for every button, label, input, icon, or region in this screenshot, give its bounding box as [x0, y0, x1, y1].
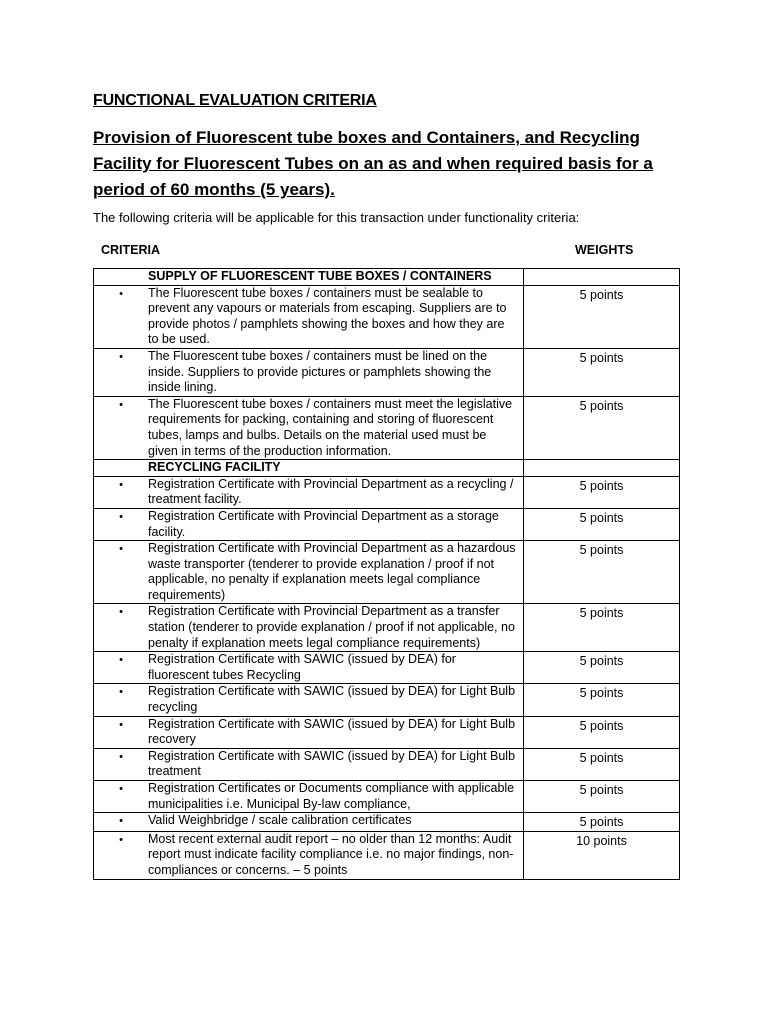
table-row	[94, 781, 680, 813]
section-title-supply: SUPPLY OF FLUORESCENT TUBE BOXES / CONTAINERS	[148, 269, 492, 283]
bullet-icon: •	[119, 398, 123, 411]
section-row-recycling	[94, 460, 680, 477]
bullet-icon: •	[119, 478, 123, 491]
criterion-text: Registration Certificates or Documents compliance with applicable municipalities i.e. Municipal By-law compliance,	[148, 781, 515, 811]
criterion-weight: 5 points	[524, 716, 680, 748]
criterion-text: Registration Certificate with Provincial Department as a hazardous waste transporter (tenderer to provide explanation / proof if not applicable, no penalty if explanation meets legal compliance requirements)	[148, 541, 516, 602]
criterion-text: The Fluorescent tube boxes / containers must be lined on the inside. Suppliers to provide pictures or pamphlets showing the inside lining.	[148, 348, 492, 395]
criteria-table	[93, 268, 680, 880]
table-row	[94, 684, 680, 716]
criteria-column-header: CRITERIA	[101, 243, 161, 257]
criterion-weight: 5 points	[524, 781, 680, 813]
bullet-icon: •	[119, 606, 123, 619]
criterion-text: Registration Certificate with SAWIC (issued by DEA) for Light Bulb recycling	[148, 684, 516, 715]
criterion-text: The Fluorescent tube boxes / containers must be sealable to prevent any vapours or materials from escaping. Suppliers are to provide photos / pamphlets showing the boxes and how they are to be used.	[148, 285, 507, 347]
table-row	[94, 285, 680, 348]
criterion-text: Registration Certificate with Provincial Department as a storage facility.	[148, 508, 499, 539]
table-row	[94, 652, 680, 684]
weights-column-header: WEIGHTS	[575, 243, 634, 257]
table-row	[94, 604, 680, 652]
table-row	[94, 813, 680, 832]
criterion-weight: 5 points	[524, 652, 680, 684]
table-row	[94, 348, 680, 396]
intro-text: The following criteria will be applicable for this transaction under functionality criteria:	[93, 210, 580, 225]
criterion-weight: 5 points	[524, 813, 680, 832]
bullet-icon: •	[119, 815, 123, 828]
table-row	[94, 748, 680, 780]
bullet-icon: •	[119, 654, 123, 667]
bullet-icon: •	[119, 783, 123, 795]
section-title-recycling: RECYCLING FACILITY	[148, 460, 281, 475]
criterion-text: Valid Weighbridge / scale calibration certificates	[148, 813, 412, 828]
bullet-icon: •	[119, 510, 123, 523]
table-row	[94, 476, 680, 508]
criterion-text: The Fluorescent tube boxes / containers must meet the legislative requirements for packing, containing and storing of fluorescent tubes, lamps and bulbs. Details on the material used must be given in terms of the production information.	[148, 396, 513, 458]
criterion-weight: 5 points	[524, 541, 680, 604]
criterion-weight: 5 points	[524, 348, 680, 396]
criterion-text: Registration Certificate with Provincial Department as a recycling / treatment facility.	[148, 476, 514, 507]
criterion-weight: 5 points	[524, 684, 680, 716]
bullet-icon: •	[119, 287, 123, 300]
criterion-text: Most recent external audit report – no older than 12 months: Audit report must indicate facility compliance i.e. no major findings, non-compliances or concerns. – 5 points	[148, 831, 514, 877]
bullet-icon: •	[119, 750, 123, 763]
section-row-supply	[94, 269, 680, 286]
page-subtitle: Provision of Fluorescent tube boxes and Containers, and Recycling Facility for Fluorescent Tubes on an as and when required basis for a period of 60 months (5 years).	[93, 128, 653, 199]
bullet-icon: •	[119, 543, 123, 556]
criterion-weight: 5 points	[524, 604, 680, 652]
bullet-icon: •	[119, 718, 123, 731]
bullet-icon: •	[119, 350, 123, 363]
criterion-text: Registration Certificate with SAWIC (issued by DEA) for Light Bulb recovery	[148, 716, 516, 747]
criterion-text: Registration Certificate with SAWIC (issued by DEA) for fluorescent tubes Recycling	[148, 652, 456, 682]
table-row	[94, 716, 680, 748]
bullet-icon: •	[119, 833, 123, 846]
table-row	[94, 508, 680, 540]
criterion-weight: 5 points	[524, 476, 680, 508]
criterion-weight: 5 points	[524, 285, 680, 348]
table-row	[94, 831, 680, 879]
criterion-weight: 5 points	[524, 396, 680, 459]
criterion-text: Registration Certificate with Provincial Department as a transfer station (tenderer to provide explanation / proof if not applicable, no penalty if explanation meets legal compliance requirements)	[148, 604, 515, 650]
table-row	[94, 541, 680, 604]
table-row	[94, 396, 680, 459]
criterion-weight: 5 points	[524, 748, 680, 780]
criterion-text: Registration Certificate with SAWIC (issued by DEA) for Light Bulb treatment	[148, 748, 516, 779]
bullet-icon: •	[119, 686, 123, 699]
criterion-weight: 5 points	[524, 508, 680, 540]
criterion-weight: 10 points	[524, 831, 680, 879]
page-title: FUNCTIONAL EVALUATION CRITERIA	[93, 92, 377, 109]
